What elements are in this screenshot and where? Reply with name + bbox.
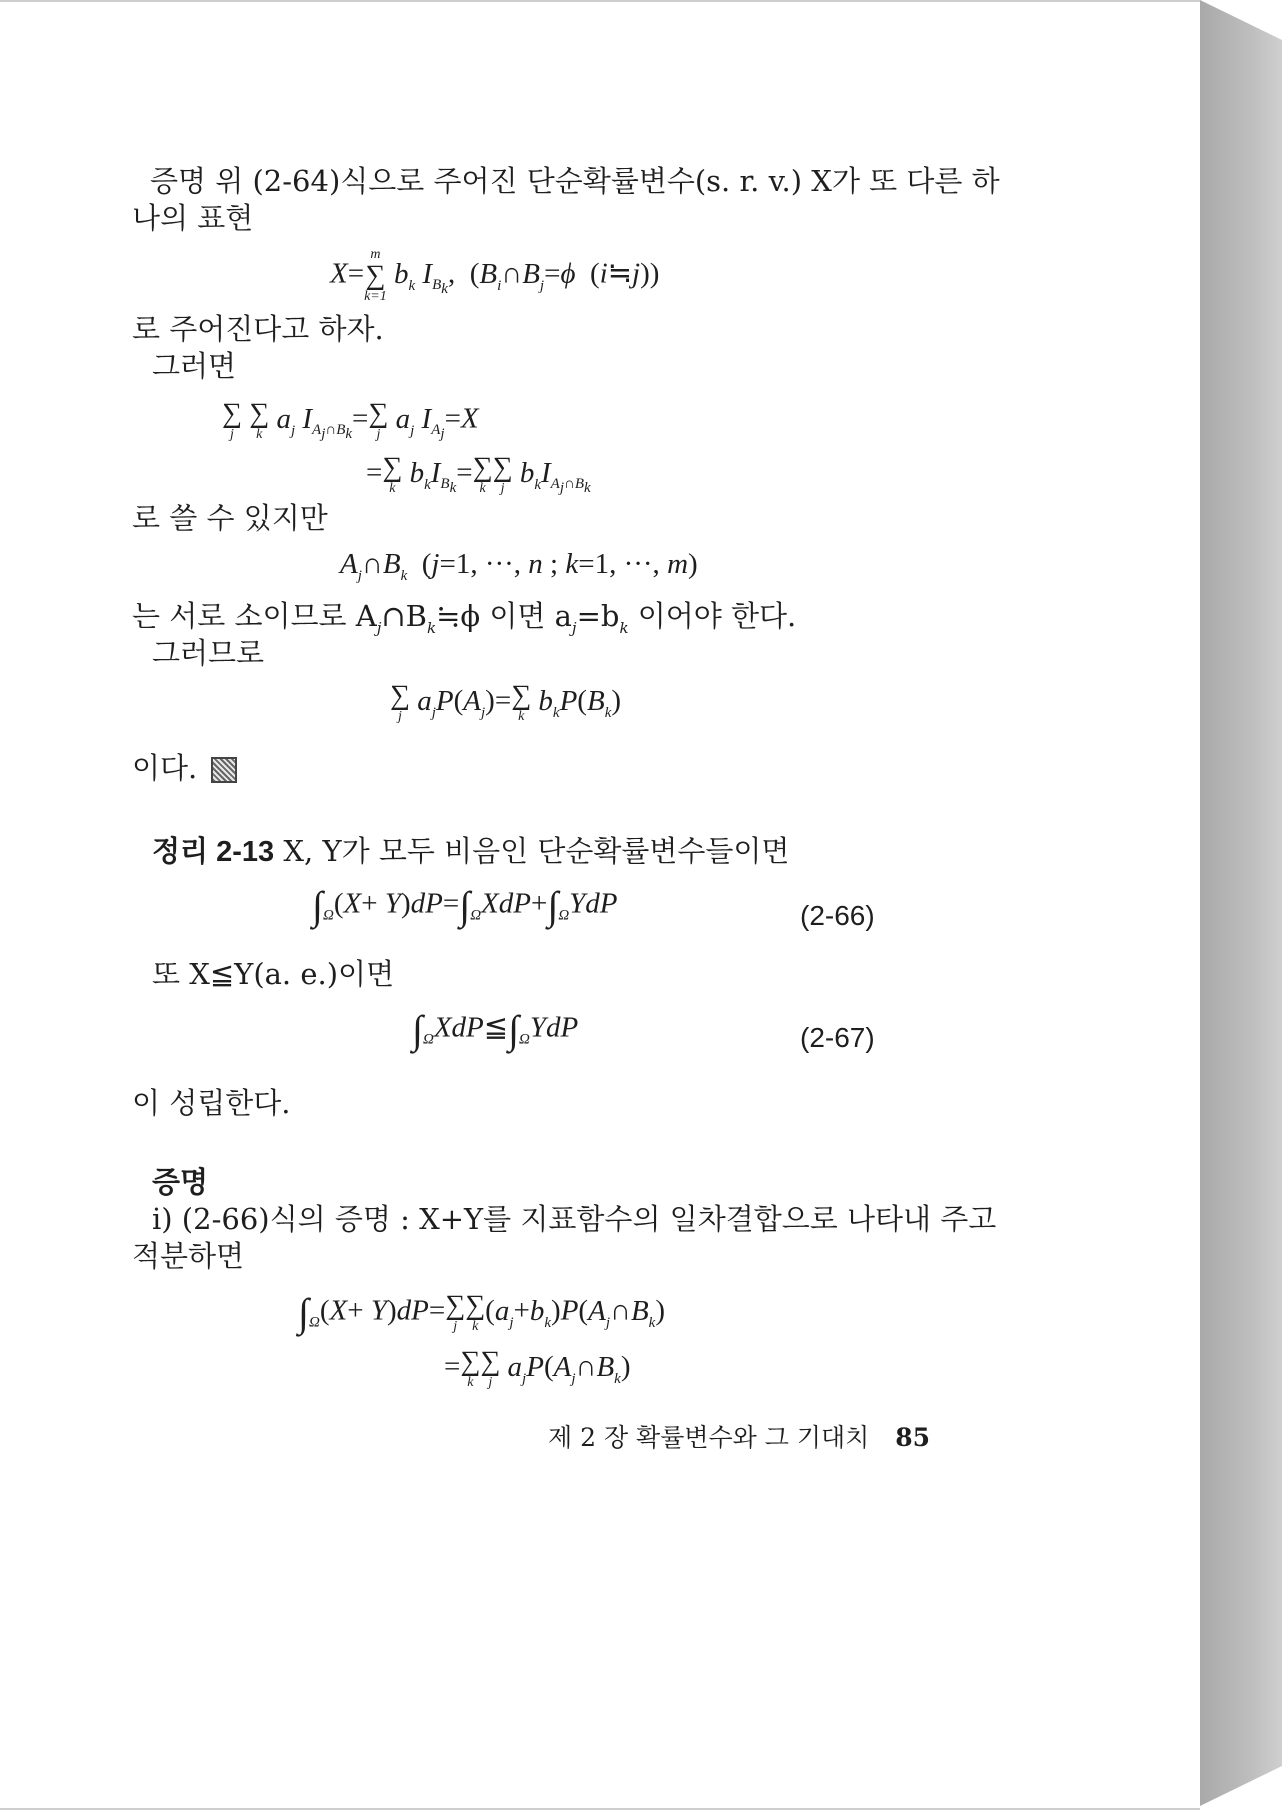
equation-partition: $A_j\cap B_k$ (j=1, ···, n ; k=1, ···, m) — [340, 548, 698, 584]
equation-2-67: $\int_\Omega XdP≦\int_\Omega YdP$ — [412, 1007, 579, 1052]
running-footer — [548, 1418, 930, 1454]
chapter-title: 제 2 장 확률변수와 그 기대치 — [548, 1423, 870, 1452]
theorem-line-2: 또 X≦Y(a. e.)이면 — [152, 957, 395, 991]
equation-double-sum-2: = ∑ k $b_kI_{B_k}=$ ∑ k ∑ j $b_kI_{A_j\cap B_k}$ — [366, 452, 591, 497]
theorem-label: 정리 2-13 — [152, 836, 275, 868]
proof-part-1: i) (2-66)식의 증명 : X+Y를 지표함수의 일차결합으로 나타내 주고 — [152, 1202, 997, 1236]
theorem-line-3: 이 성립한다. — [132, 1086, 291, 1120]
proof-line-6: 는 서로 소이므로 $A_j\cap B_k≒\phi$ 이면 $a_j=b_k$ 이어야 한다. — [132, 599, 797, 637]
proof-line-7: 그러므로 — [152, 636, 265, 670]
equation-2-66: $\int_\Omega(X+ Y)dP=\int_\Omega XdP+\int_\Omega YdP$ — [312, 883, 618, 928]
proof-part-1-cont: 적분하면 — [132, 1239, 245, 1273]
equation-number-2-67: (2-67) — [800, 1022, 875, 1053]
proof-line-3: 로 주어진다고 하자. — [132, 312, 384, 346]
proof-line-2: 나의 표현 — [132, 201, 254, 235]
equation-sum-integral-2: = ∑ k ∑ j $a_jP(A_j\cap B_k)$ — [444, 1346, 631, 1390]
proof-line-8: 이다. — [132, 754, 237, 783]
proof-line-1: 증명 위 (2-64)식으로 주어진 단순확률변수(s. r. v.) X가 또 다른 하 — [150, 164, 1000, 198]
equation-x-representation: X= m ∑ k=1 $b_k$ $I_{B_k}$, ($B_i\cap B_j=\phi$ (i≒j)) — [330, 247, 660, 304]
equation-number-2-66: (2-66) — [800, 900, 875, 931]
theorem-2-13: 정리 2-13 X, Y가 모두 비음인 단순확률변수들이면 — [152, 834, 790, 868]
spine-bottom-corner — [1200, 1766, 1282, 1806]
equation-sum-integral-1: $\int_\Omega(X+ Y)dP=$ ∑ j ∑ k $(a_j+b_k)P(A_j\cap B_k)$ — [298, 1290, 665, 1335]
page-number: 85 — [895, 1423, 931, 1452]
proof-line-4: 그러면 — [152, 349, 237, 383]
book-spine — [1200, 0, 1282, 1806]
qed-icon — [211, 757, 237, 783]
proof-line-5: 로 쓸 수 있지만 — [132, 501, 328, 535]
spine-top-corner — [1200, 0, 1282, 40]
equation-expectation-equal: ∑ j $a_jP(A_j)=$ ∑ k $b_kP(B_k)$ — [390, 680, 622, 724]
equation-double-sum-1: ∑ j ∑ k $a_j$ $I_{A_j\cap B_k}=$ ∑ j $a_j$ $I_{A_j}=X$ — [222, 398, 479, 443]
proof-heading: 증명 — [152, 1167, 209, 1199]
